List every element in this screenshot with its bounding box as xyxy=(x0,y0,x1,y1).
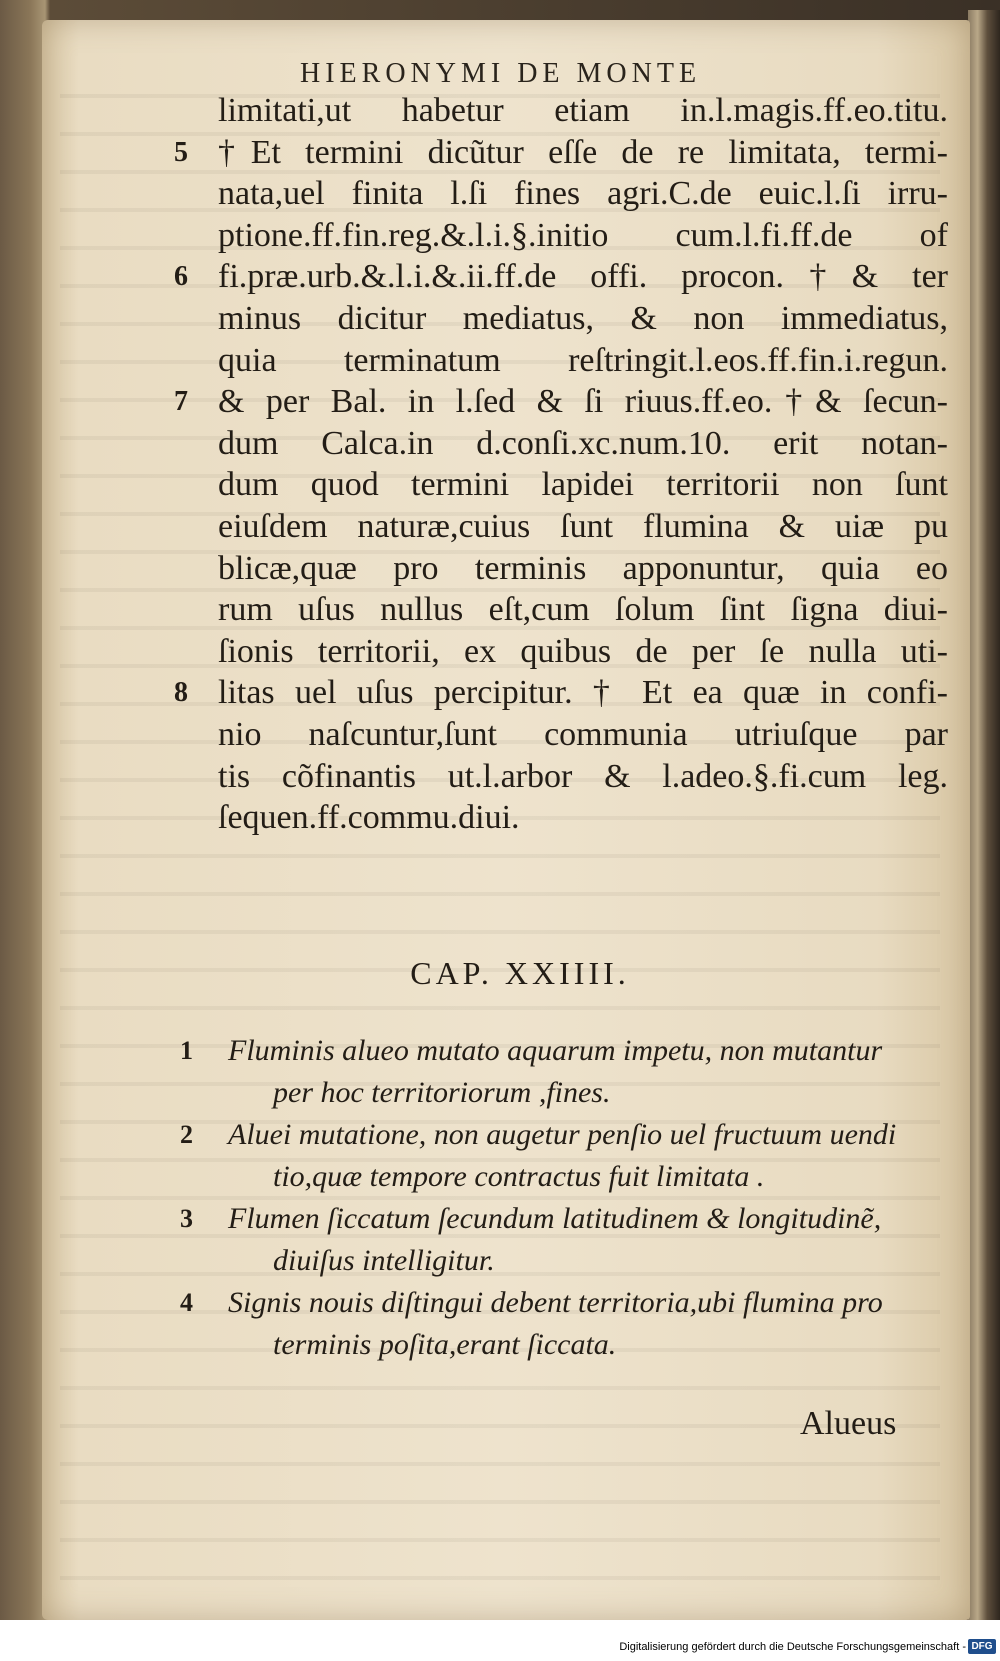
summary-number: 2 xyxy=(180,1120,193,1149)
book-edge xyxy=(968,10,1000,1620)
text-line-content: rum uſus nullus eſt,cum ſolum ſint ſigna diui‑ xyxy=(218,591,948,629)
marginal-number: 6 xyxy=(174,261,188,293)
text-line-content: litas uel uſus percipitur. † Et ea quæ in confi‑ xyxy=(218,674,948,712)
text-line-content: †Et termini dicũtur eſſe de re limitata, termi‑ xyxy=(218,133,948,171)
summary-item xyxy=(180,1114,948,1198)
text-line xyxy=(218,215,948,257)
dfg-logo-icon: DFG xyxy=(968,1639,996,1654)
text-line xyxy=(218,714,948,756)
summary-line: Aluei mutatione, non augetur penſio uel fructuum uendi xyxy=(228,1118,897,1151)
summary-line: terminis poſita,erant ſiccata. xyxy=(273,1328,617,1361)
footer-credit: Digitalisierung gefördert durch die Deutsche Forschungsgemeinschaft - xyxy=(619,1641,966,1653)
text-line-content: blicæ,quæ pro terminis apponuntur, quia eo xyxy=(218,549,948,587)
text-line-content: dum Calca.in d.conſi.xc.num.10. erit notan‑ xyxy=(218,424,948,462)
chapter-heading: CAP. XXIIII. xyxy=(410,955,630,991)
summary-number: 3 xyxy=(180,1204,193,1233)
summary-number: 4 xyxy=(180,1288,193,1317)
text-line xyxy=(174,256,948,298)
text-line xyxy=(218,340,948,382)
text-line-content: eiuſdem naturæ,cuius ſunt flumina & uiæ pu xyxy=(218,507,948,545)
marginal-number: 8 xyxy=(174,677,188,709)
text-line xyxy=(218,589,948,631)
summary-line: Flumen ſiccatum ſecundum latitudinem & longitudinẽ, xyxy=(228,1202,882,1235)
catchword: Alueus xyxy=(800,1405,897,1442)
summary-line: Fluminis alueo mutato aquarum impetu, non mutantur xyxy=(228,1034,883,1067)
chapter-summaries xyxy=(180,1030,948,1366)
text-line-content: fi.præ.urb.&.l.i.&.ii.ff.de offi. procon.†& ter xyxy=(218,258,948,296)
summary-number: 1 xyxy=(180,1036,193,1065)
text-line-content: limitati,ut habetur etiam in.l.magis.ff.eo.titu. xyxy=(218,92,948,129)
text-line-content: tis cõfinantis ut.l.arbor & l.adeo.§.fi.cum leg. xyxy=(218,757,948,795)
text-line-content: ſequen.ff.commu.diui. xyxy=(218,799,520,837)
text-line-content: nata,uel finita l.ſi fines agri.C.de euic.l.ſi irru‑ xyxy=(218,175,948,213)
text-line-content: dum quod termini lapidei territorii non ſunt xyxy=(218,466,948,504)
text-line xyxy=(218,298,948,340)
text-line-content: ſionis territorii, ex quibus de per ſe nulla uti‑ xyxy=(218,632,948,670)
text-line xyxy=(218,173,948,215)
summary-item xyxy=(180,1030,948,1114)
text-line xyxy=(218,756,948,798)
summary-line: Signis nouis diſtingui debent territoria,ubi flumina pro xyxy=(228,1286,883,1319)
body-text xyxy=(174,90,948,839)
text-line-content: ptione.ff.fin.reg.&.l.i.§.initio cum.l.fi.ff.de of xyxy=(218,216,948,254)
text-line xyxy=(174,132,948,174)
text-line-content: minus dicitur mediatus, & non immediatus, xyxy=(218,299,948,337)
text-line xyxy=(218,506,948,548)
summary-line: tio,quæ tempore contractus fuit limitata . xyxy=(273,1160,765,1193)
summary-item xyxy=(180,1198,948,1282)
summary-item xyxy=(180,1282,948,1366)
text-line-content: quia terminatum reſtringit.l.eos.ff.fin.i.regun. xyxy=(218,341,948,379)
text-line-content: nio naſcuntur,ſunt communia utriuſque par xyxy=(218,715,948,753)
running-head: HIERONYMI DE MONTE xyxy=(300,58,702,89)
text-line xyxy=(218,90,948,132)
text-line xyxy=(218,797,948,839)
marginal-number: 5 xyxy=(174,136,188,168)
text-line xyxy=(174,672,948,714)
text-line xyxy=(218,423,948,465)
text-line xyxy=(218,631,948,673)
text-line-content: & per Bal. in l.ſed & ſi riuus.ff.eo.†& ſecun‑ xyxy=(218,383,948,421)
text-line xyxy=(218,548,948,590)
text-line xyxy=(218,464,948,506)
text-line xyxy=(174,381,948,423)
summary-line: per hoc territoriorum ,fines. xyxy=(273,1076,611,1109)
marginal-number: 7 xyxy=(174,386,188,418)
summary-line: diuiſus intelligitur. xyxy=(273,1244,495,1277)
